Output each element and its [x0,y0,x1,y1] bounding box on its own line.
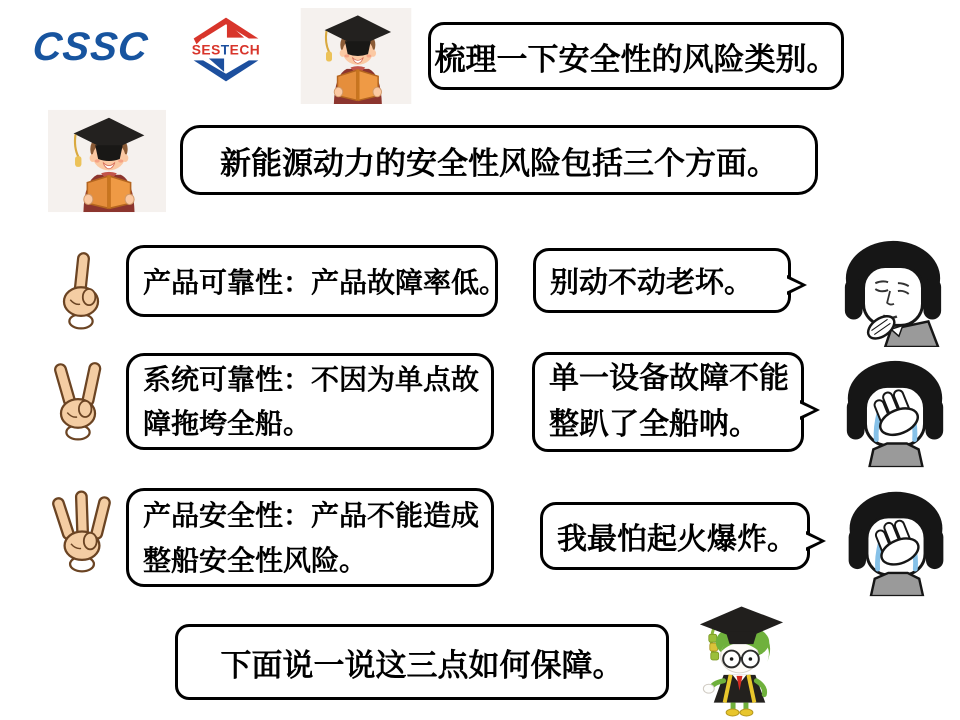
closing-bubble [175,624,669,700]
speech-bubble-prompt [428,22,844,90]
point-1-text: 产品可靠性：产品故障率低。 [143,267,508,298]
one-finger-icon [52,246,110,332]
reply-2-line-2: 整趴了全船呐。 [549,408,759,441]
sestech-logo-text: SESTECH [191,42,261,58]
point-bubble-2 [126,353,494,450]
closing-text: 下面说一说这三点如何保障。 [220,647,624,683]
point-bubble-3 [126,488,494,587]
scholar-avatar [48,108,166,214]
cssc-logo: CSSC [30,25,151,69]
prompt-text: 梳理一下安全性的风险类别。 [434,41,838,77]
answer-text: 新能源动力的安全性风险包括三个方面。 [220,145,778,181]
reply-1-text: 别动不动老坏。 [550,267,754,299]
point-2-line-2: 障拖垮全船。 [143,407,312,439]
reply-2-line-1: 单一设备故障不能 [549,362,789,395]
crying-meme-face [838,486,954,598]
crying-meme-face [836,356,954,468]
sestech-logo [182,10,270,88]
speech-bubble-answer [180,125,818,195]
scholar-avatar [300,8,412,104]
point-2-line-1: 系统可靠性：不因为单点故 [143,363,480,395]
reply-bubble-3 [540,502,810,570]
reply-bubble-1 [533,248,791,313]
point-3-line-1: 产品安全性：产品不能造成 [143,499,480,531]
point-bubble-1 [126,245,508,317]
thinking-meme-face [832,237,954,347]
reply-bubble-2 [532,352,804,452]
three-fingers-icon [50,487,114,575]
two-fingers-icon [48,357,108,443]
reply-3-text: 我最怕起火爆炸。 [557,523,797,556]
green-scholar-character [688,598,792,718]
point-3-line-2: 整船安全性风险。 [143,544,368,576]
